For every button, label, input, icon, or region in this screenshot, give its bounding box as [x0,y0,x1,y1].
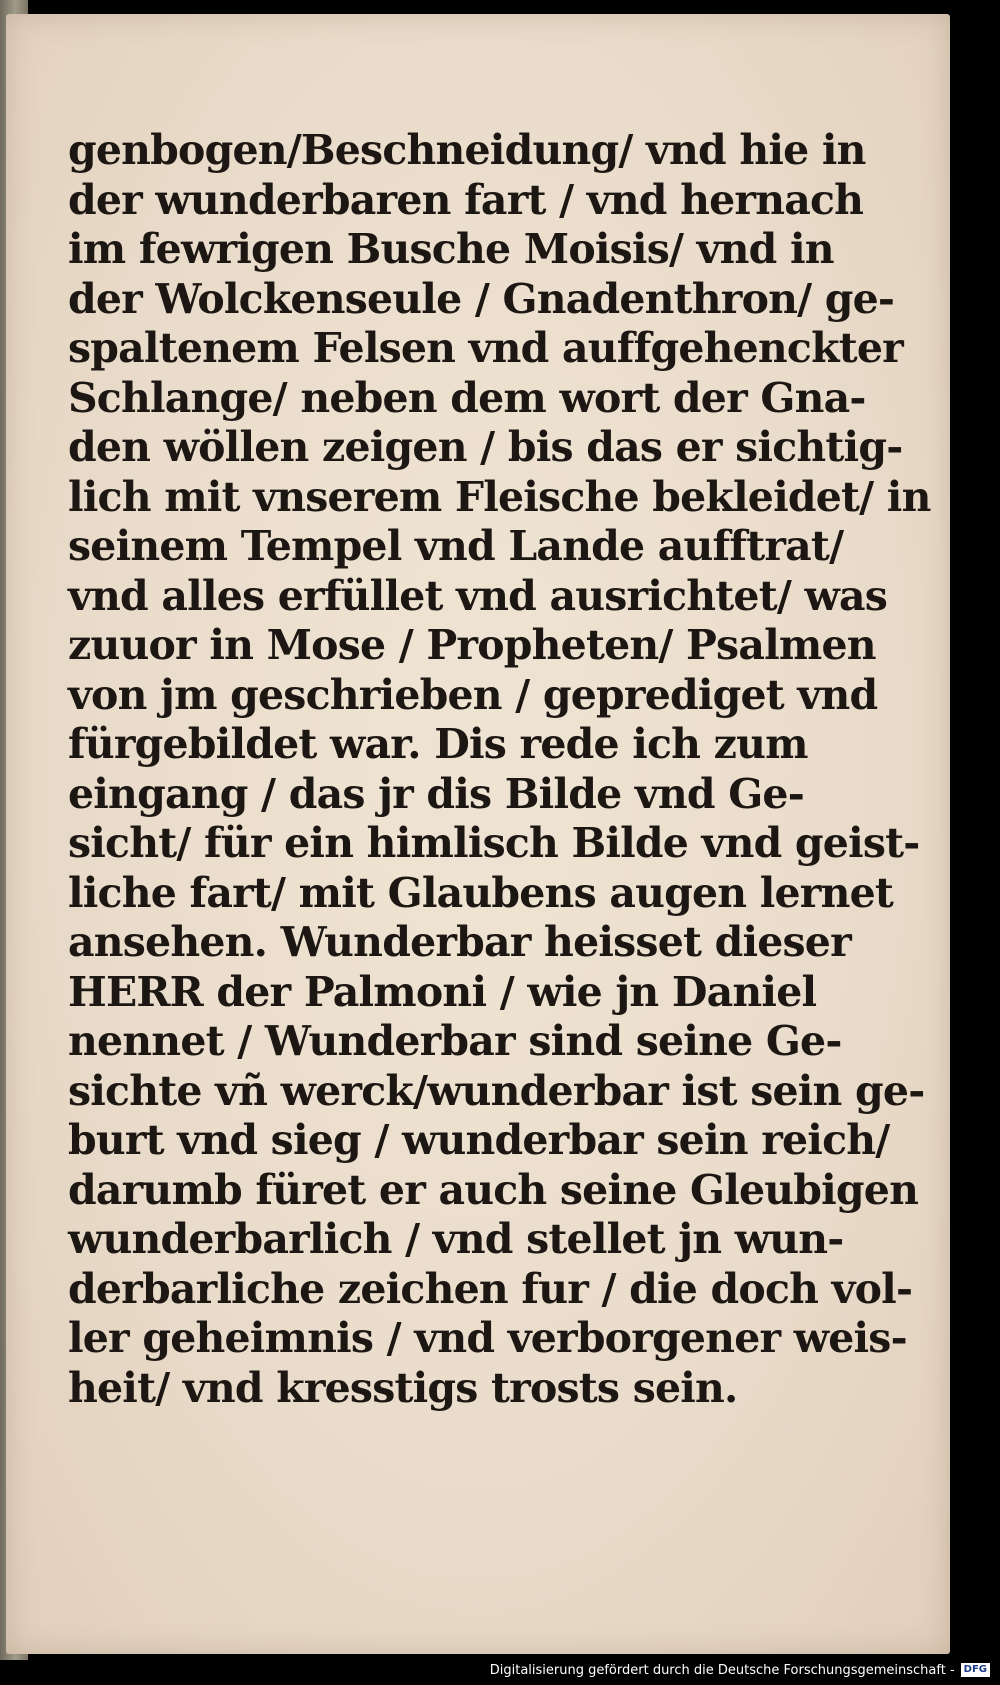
text-line: liche fart/ mit Glaubens augen lernet [68,868,894,917]
text-line: Schlange/ neben dem wort der Gna- [68,373,866,422]
dfg-logo: DFG [961,1663,990,1677]
text-line: wunderbarlich / vnd stellet jn wun- [68,1215,844,1263]
text-line: genbogen/Beschneidung/ vnd hie in [68,126,866,174]
text-line: im fewrigen Busche Moisis/ vnd in [68,225,834,273]
text-line: derbarliche zeichen fur / die doch vol- [68,1264,913,1313]
text-line: sicht/ für ein himlisch Bilde vnd geist- [68,819,920,867]
text-line: seinem Tempel vnd Lande aufftrat/ [68,522,844,570]
text-line: von jm geschrieben / geprediget vnd [68,670,878,719]
text-line: nennet / Wunderbar sind seine Ge- [68,1017,842,1065]
text-line: der wunderbaren fart / vnd hernach [68,175,864,224]
credit-text: Digitalisierung gefördert durch die Deutsche Forschungsgemeinschaft - [489,1662,955,1678]
text-line: heit/ vnd kresstigs trosts sein. [68,1363,738,1412]
text-line: HERR der Palmoni / wie jn Daniel [68,967,817,1016]
text-line: burt vnd sieg / wunderbar sein reich/ [68,1116,890,1164]
text-line: vnd alles erfüllet vnd ausrichtet/ was [68,571,888,620]
digitization-credit [490,1659,990,1681]
text-line: eingang / das jr dis Bilde vnd Ge- [68,769,804,818]
text-line: ler geheimnis / vnd verborgener weis- [68,1314,907,1362]
text-line: den wöllen zeigen / bis das er sichtig- [68,423,903,471]
book-page [6,14,950,1654]
page-text-block [68,126,931,1413]
text-line: spaltenem Felsen vnd auffgehenckter [68,324,903,372]
text-line: fürgebildet war. Dis rede ich zum [68,720,808,768]
text-line: ansehen. Wunderbar heisset dieser [68,918,851,966]
text-line: sichte vñ werck/wunderbar ist sein ge- [68,1066,925,1115]
text-line: zuuor in Mose / Propheten/ Psalmen [68,621,876,669]
text-line: darumb füret er auch seine Gleubigen [68,1165,919,1214]
text-line: der Wolckenseule / Gnadenthron/ ge- [68,274,895,323]
text-line: lich mit vnserem Fleische bekleidet/ in [68,472,931,521]
